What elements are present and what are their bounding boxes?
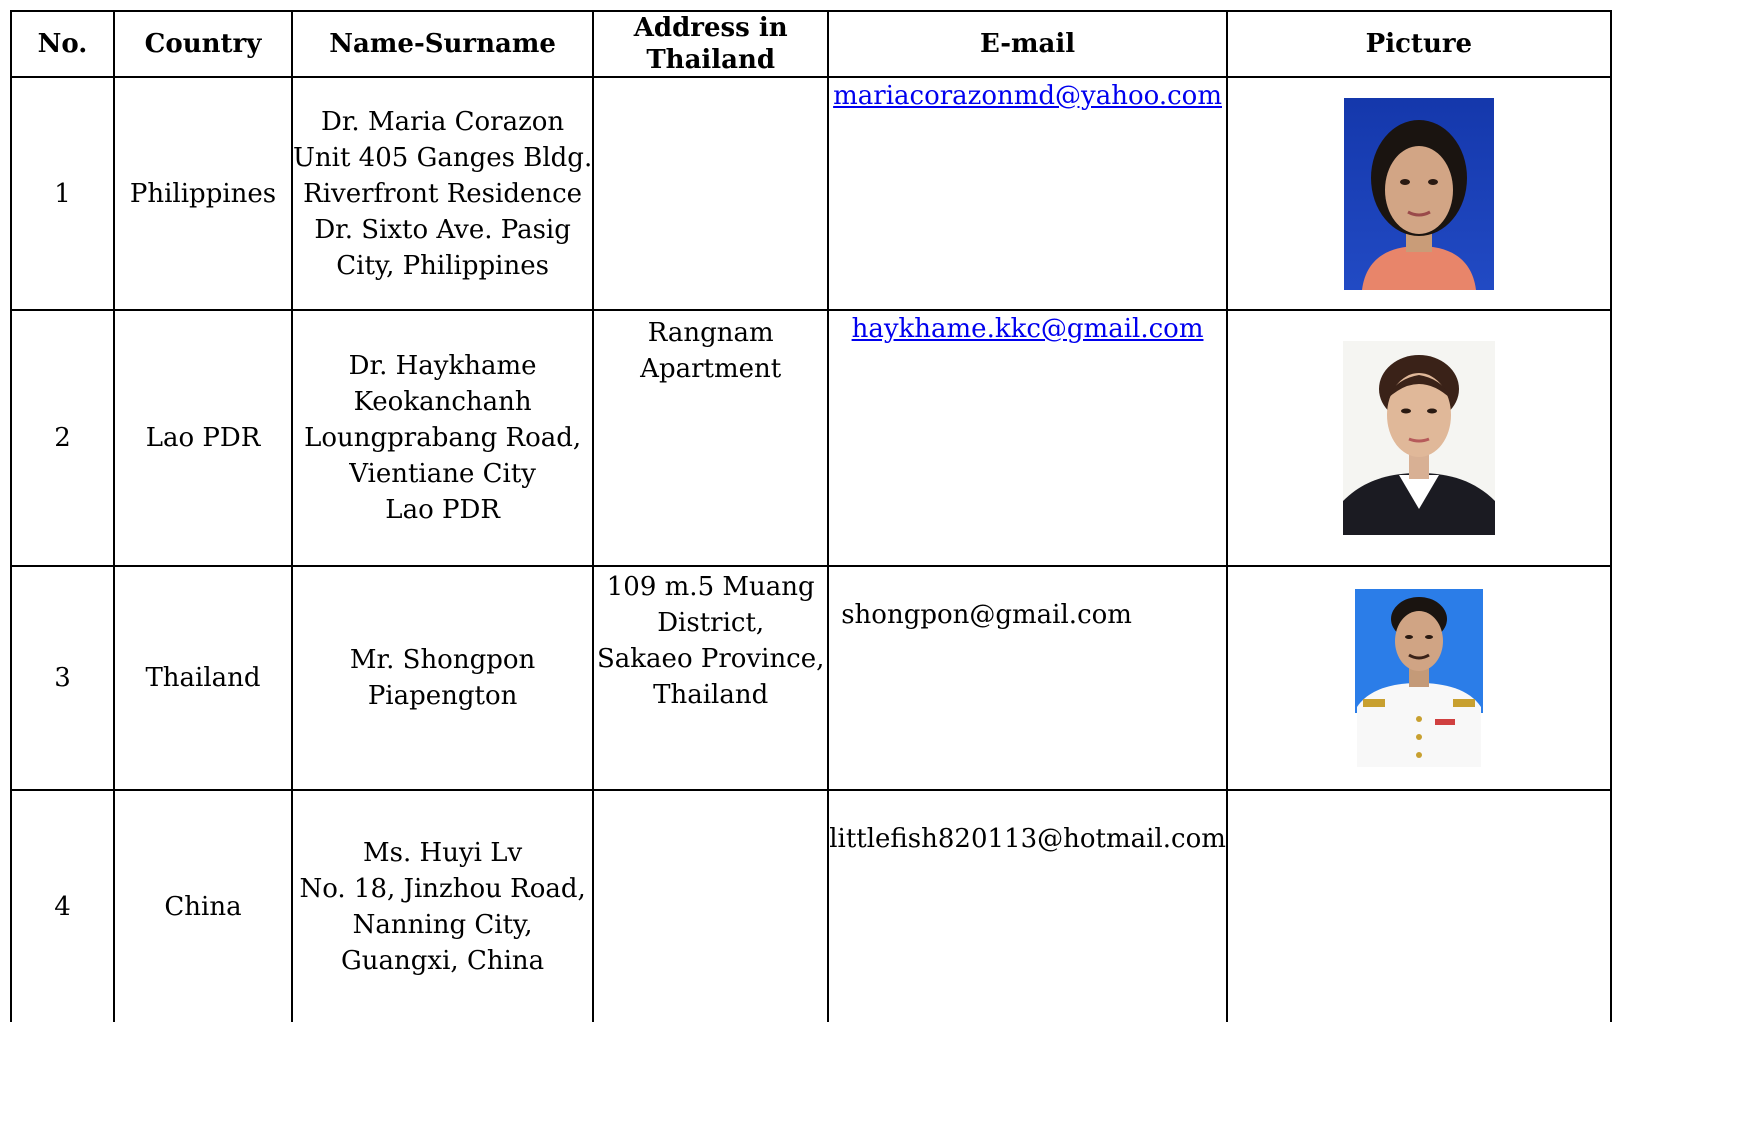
portrait-photo (1355, 589, 1483, 767)
cell-email (828, 77, 1227, 310)
name-line: Keokanchanh (353, 387, 532, 417)
cell-name (292, 310, 593, 566)
cell-email (828, 566, 1227, 790)
address-line: Thailand (653, 680, 769, 710)
name-line: Mr. Shongpon (349, 645, 536, 675)
address-line: Rangnam (647, 318, 774, 348)
header-address-line2: Thailand (646, 45, 776, 75)
header-address-line1: Address in (633, 13, 788, 43)
address-line: 109 m.5 Muang (606, 572, 815, 602)
address-line: District, (657, 608, 765, 638)
name-line: Guangxi, China (341, 945, 545, 976)
email-link[interactable]: haykhame.kkc@gmail.com (851, 314, 1204, 344)
portrait-photo (1344, 98, 1494, 290)
cell-picture (1227, 790, 1611, 1022)
cell-country: China (114, 790, 292, 1022)
cell-name (292, 566, 593, 790)
email-text: littlefish820113@hotmail.com (829, 824, 1226, 854)
cell-address (593, 790, 828, 1022)
name-line: Loungprabang Road, (304, 423, 582, 453)
table-row (11, 310, 1611, 566)
cell-email (828, 310, 1227, 566)
header-name-surname: Name-Surname (292, 11, 593, 77)
name-line: Riverfront Residence (303, 178, 583, 209)
table-row (11, 566, 1611, 790)
header-row (11, 11, 1611, 77)
name-line: Piapengton (367, 681, 518, 711)
header-email: E-mail (828, 11, 1227, 77)
header-no: No. (11, 11, 114, 77)
email-link[interactable]: mariacorazonmd@yahoo.com (833, 81, 1222, 111)
header-picture: Picture (1227, 11, 1611, 77)
cell-no: 3 (11, 566, 114, 790)
name-line: Lao PDR (385, 495, 500, 525)
cell-picture (1227, 77, 1611, 310)
cell-country: Thailand (114, 566, 292, 790)
cell-country: Philippines (114, 77, 292, 310)
cell-address (593, 566, 828, 790)
cell-picture (1227, 566, 1611, 790)
name-line: Dr. Haykhame (348, 351, 537, 381)
cell-name (292, 77, 593, 310)
name-line: Dr. Sixto Ave. Pasig (314, 214, 571, 245)
cell-no: 2 (11, 310, 114, 566)
address-line: Sakaeo Province, (596, 644, 825, 674)
name-line: Ms. Huyi Lv (363, 837, 523, 868)
cell-email (828, 790, 1227, 1022)
participants-table (10, 10, 1612, 1022)
name-line: Unit 405 Ganges Bldg. (293, 142, 593, 173)
table-row (11, 790, 1611, 1022)
name-line: No. 18, Jinzhou Road, (299, 873, 586, 904)
cell-address (593, 77, 828, 310)
cell-picture (1227, 310, 1611, 566)
header-country: Country (114, 11, 292, 77)
header-address (593, 11, 828, 77)
table-row (11, 77, 1611, 310)
cell-name (292, 790, 593, 1022)
cell-country: Lao PDR (114, 310, 292, 566)
name-line: Nanning City, (352, 909, 533, 940)
name-line: Dr. Maria Corazon (321, 106, 565, 137)
portrait-photo (1343, 341, 1495, 535)
cell-address (593, 310, 828, 566)
cell-no: 4 (11, 790, 114, 1022)
name-line: Vientiane City (349, 459, 536, 489)
email-text: shongpon@gmail.com (841, 600, 1132, 630)
address-line: Apartment (640, 354, 782, 384)
cell-no: 1 (11, 77, 114, 310)
name-line: City, Philippines (336, 250, 549, 281)
